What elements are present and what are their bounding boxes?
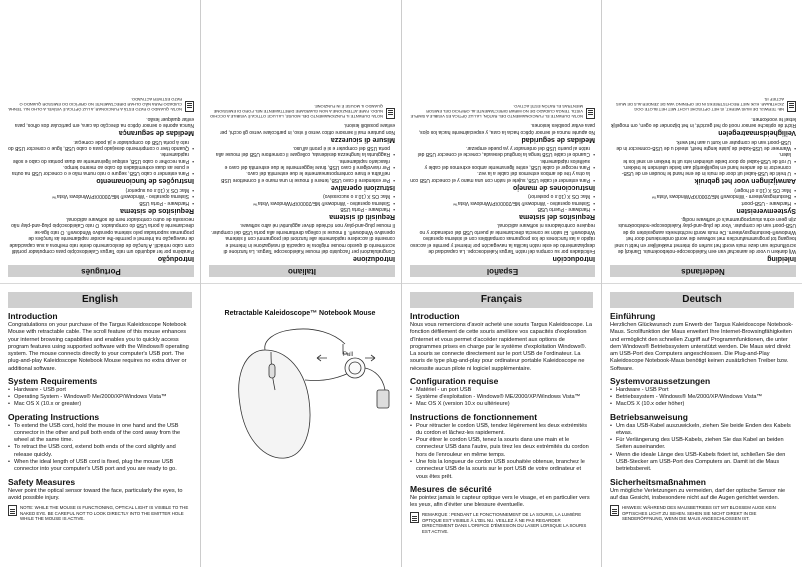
panel-espanol (402, 0, 601, 283)
note-block (410, 104, 595, 119)
note-block (209, 104, 395, 119)
note-block (8, 97, 194, 112)
list-item: • Cuando el cable USB tenga la longitud deseada, conecte el conector USB del ratón al puerto USB del ordenador y ya puede empezar. (410, 145, 595, 158)
heading-requirements: System Requirements (8, 375, 98, 386)
safety-text: Nunca aponte o sensor óptico na direcção da cara, em particular dos olhos, para evitar qualquer lesão. (15, 115, 194, 129)
note-icon (586, 108, 595, 119)
list-item: • Para estender o cabo USB, segure o rato numa mão e o conector USB na outra e puxe as duas extremidades do cabo ao mesmo tempo. (8, 164, 194, 177)
panel-italiano (201, 0, 401, 283)
list-item: • Pour étirer le cordon USB, tenez la souris dans une main et le connecteur USB dans l'autre, puis tirez les deux extrémités du cordon hors de l'enrouleur en même temps. (410, 437, 593, 459)
heading-safety: Medidas de seguridad (521, 135, 595, 143)
heading-operating: Instruções de funcionamento (96, 177, 194, 185)
list-item: • U rolt de USB-kabel op door beide uiteinden iets uit te trekken en snel los te laten. (610, 151, 796, 164)
panel-deutsch (602, 292, 802, 567)
list-item: • Hardware - Puerto USB (410, 206, 595, 212)
list-item: • Mac OS X (10.x o posterior) (410, 193, 595, 199)
note-text: NOTA: QUANDO O RATO ESTÁ A FUNCIONAR, A LUZ ÓPTICA É VISÍVEL A OLHO NU. TENHA CUIDADO PARA NÃO OLHAR DIRECTAMENTE NO ORIFÍCIO DO EMISSOR QUANDO O RATO ESTIVER ACTIVADO. (8, 97, 182, 113)
list-item: • Raggiunta la lunghezza desiderata, collegare il connettore USB del mouse alla porta USB del computer e si è pronti all'uso. (209, 145, 395, 158)
operating-list (410, 145, 595, 183)
note-text: REMARQUE : PENDANT LE FONCTIONNEMENT DE LA SOURIS, LA LUMIÈRE OPTIQUE EST VISIBLE À L'ŒIL NU. VEILLEZ À NE PAS REGARDER DIRECTEMENT DANS L'ORIFICE D'ÉMISSION DU LASER LORSQUE LA SOURIS EST ACTIVE. (422, 512, 587, 534)
list-item: • To retract the USB cord, extend both ends of the cord slightly and release quickly. (8, 444, 192, 459)
operating-list (610, 423, 794, 474)
operating-list (209, 145, 395, 183)
requirements-list (610, 186, 796, 205)
heading-requirements: Requisitos del sistema (519, 213, 595, 221)
intro-text: Congratulazioni per l'acquisto del mouse Kaleidoscope Targus. La funzione di scorrimento di questo mouse migliora le capacità di navigazione in Internet e consente di accedere rapidamente alle funzioni dei programmi con il sistema operativo Windows®. Il mouse si collega direttamente alla porta USB del computer. Il mouse plug-and-play non richiede driver aggiuntivi né altro software. (210, 222, 395, 254)
list-item: • Hardware - USB port (8, 387, 192, 394)
list-item: • Mac OS X (10.x ou superior) (8, 186, 194, 192)
heading-introduction: Inleiding (767, 255, 796, 262)
list-item: • Para recolher o cabo USB, estique ligeiramente as duas pontas do cabo e solte rapidamente. (8, 151, 194, 164)
mouse-drawing (205, 320, 395, 480)
list-item: • Betriebssystem - Windows® Me/2000/XP/Windows Vista™ (610, 394, 794, 401)
list-item: • Besturingssysteem - Windows® ME/2000/XP/Windows Vista™ (610, 193, 796, 199)
panel-francais (402, 292, 601, 567)
list-item: • Wanneer de USB-kabel de juiste lengte heeft, steekt u de USB-connector in de USB-poort van de computer en kunt u aan het werk. (610, 138, 796, 151)
section-title: Español (410, 265, 595, 277)
requirements-list (8, 186, 194, 205)
list-item: • Mac OS X (10.x o successivo) (209, 193, 395, 199)
list-item: • Mac OS X (version 10.x ou ultérieure) (410, 401, 593, 408)
heading-safety: Sicherheitsmaßnahmen (610, 476, 706, 487)
list-item: • Per riavvolgere il cavo USB, tirare leggermente le due estremità del cavo e rilasciarlo rapidamente. (209, 157, 395, 170)
heading-safety: Mesures de sécurité (410, 483, 492, 494)
heading-requirements: Configuration requise (410, 375, 499, 386)
list-item: • Para extender el cable USB, sujete el ratón con una mano y el conector USB con la otra y tire de ambos extremos del cable a la vez. (410, 170, 595, 183)
note-text: NOTA: DURANTE IL FUNZIONAMENTO DEL MOUSE, LA LUCE OTTICA È VISIBILE A OCCHIO NUDO. FARE ATTENZIONE A NON GUARDARE DIRETTAMENTE NEL FORO DI EMISSIONE QUANDO IL MOUSE È IN FUNZIONE. (210, 103, 383, 119)
intro-text: Congratulations on your purchase of the Targus Kaleidoscope Notebook Mouse with retractable cable. The scroll feature of this mouse enhances your internet browsing capabilities and enables you to quickly access program features using supported software with the Windows® operating system. The mouse connects directly to your computer's USB port. The plug-and-play Kaleidoscope Notebook Mouse requires no extra driver or additional software. (8, 322, 189, 372)
list-item: • Sistema operativo - Windows® ME/2000/XP/Windows Vista™ (209, 199, 395, 205)
heading-safety: Misure di sicurezza (330, 135, 395, 143)
heading-requirements: Requisitos de sistema (120, 206, 194, 214)
list-item: • Une fois la longueur de cordon USB souhaitée obtenue, branchez le connecteur USB de la souris sur le port USB de votre ordinateur et vous êtes prêt. (410, 459, 593, 481)
intro-text: Nous vous remercions d'avoir acheté une souris Targus Kaleidoscope. La fonction défilement de cette souris améliore vos capacités d'exploration d'Internet et vous permet d'accéder rapidement aux options de programmes prises en charge par le système d'exploitation Windows®. La souris se connecte directement sur le port USB de l'ordinateur. La souris de type plug-and-play pour ordinateur portable Kaleidoscope ne nécessite aucun pilote ni logiciel supplémentaire. (410, 322, 592, 372)
requirements-list (8, 387, 192, 409)
safety-text: Non puntare mai il sensore ottico verso il viso, in particolare verso gli occhi, per evitare possibili lesioni. (219, 122, 395, 135)
requirements-list (410, 193, 595, 212)
list-item: • Hardware - USB Port (610, 387, 794, 394)
list-item: • To extend the USB cord, hold the mouse in one hand and the USB connector in the other and pull both ends of the cord away from the wheel at the same time. (8, 423, 192, 445)
note-text: NB: TERWIJL DE MUIS WERKT, IS HET OPTISCHE LICHT MET HET BLOTE OOG ZICHTBAAR. KIJK NIET RECHTSTREEKS IN DE OPENING VAN DE ZENDER ALS DE MUIS ACTIEF IS. (616, 97, 784, 113)
safety-text: No apunte nunca el sensor óptico hacia la cara, y especialmente hacia los ojos, para evitar posibles lesiones. (418, 122, 595, 135)
operating-list (410, 423, 593, 481)
heading-operating: Aanwijzingen voor het gebruik (694, 177, 796, 185)
intro-text: Parabéns por ter adquirido um rato Targus Caleidoscópio para computador portátil com cabo retráctil. A função de deslocamento deste rato melhora a sua capacidade de navegação na Internet e permite-lhe aceder rapidamente às funções de programas suportadas pelo sistema operativo Windows®. O rato liga-se directamente à porta USB do computador. O rato Caleidoscópio plug-and-play não necessita de outro controlador nem de software adicional. (9, 216, 194, 254)
heading-introduction: Introduction (8, 311, 58, 321)
requirements-list (209, 193, 395, 212)
safety-text: Um mögliche Verletzungen zu vermeiden, darf der optische Sensor nie auf das Gesicht, insbesondere nicht auf die Augen gerichtet werden. (610, 487, 786, 501)
safety-text: Richt de optische sensor nooit op het gezicht, in het bijzonder de ogen, om mogelijk letsel te voorkomen. (610, 115, 796, 129)
note-icon (787, 101, 796, 112)
operating-list (8, 423, 192, 474)
pull-label: Pull (343, 352, 354, 358)
section-title: Italiano (209, 265, 395, 277)
heading-safety: Veiligheidsmaatregelen (718, 129, 796, 137)
note-block (610, 97, 796, 112)
list-item: • Für Verlängerung des USB-Kabels, ziehen Sie das Kabel an beiden Seiten auseinander. (610, 437, 794, 452)
note-icon (8, 505, 17, 516)
heading-operating: Instrucciones de manejo (512, 183, 595, 191)
list-item: • Sistema operativo - Windows® ME/2000/XP/Windows Vista™ (8, 193, 194, 199)
list-item: • Matériel - un port USB (410, 387, 593, 394)
list-item: • Système d'exploitation - Windows® ME/2000/XP/Windows Vista™ (410, 394, 593, 401)
heading-requirements: Systemvoraussetzungen (610, 375, 711, 386)
heading-introduction: Introdução (157, 255, 194, 262)
product-title: Retractable Kaleidoscope™ Notebook Mouse (224, 310, 376, 317)
intro-text: Herzlichen Glückwunsch zum Erwerb der Targus Kaleidoscope Notebook-Maus. Scrollfunktion der Maus erweitert Ihre Internet-Browsingfähigkeiten und ermöglicht den schnellen Zugriff auf Programmfunktionen, die unter dem Windows® Betriebssystem unterstützt werden. Die Maus wird direkt am USB-Port des Computers angeschlossen. Die Plug-and-Play Kaleidoscope Notebook-Maus benötigt keinen zusätzlichen Treiber bzw. Software. (610, 322, 794, 372)
list-item: • Quando tiver o comprimento desejado para o cabo USB, ligue o conector USB do rato à porta USB do computador e já pode começar. (8, 138, 194, 151)
note-icon (185, 101, 194, 112)
list-item: • Para recoger el cable USB, estire ligeramente ambos extremos del cable y suéltelos rápidamente. (410, 157, 595, 170)
heading-introduction: Einführung (610, 311, 656, 321)
list-item: • MacOS X (10.x oder höher) (610, 401, 794, 408)
heading-introduction: Introduzione (353, 255, 395, 262)
safety-text: Never point the optical sensor toward the face, particularly the eyes, to avoid possible injury. (8, 487, 183, 501)
intro-text: Felicidades por su compra del ratón Targus Kaleidoscope. La capacidad de desplazamiento de este ratón facilita la navegación por Internet y permite el acceso rápido a las funciones de los programas compatibles con el sistema operativo Windows®. El ratón se conecta directamente al puerto USB del ordenador y no requiere controladores ni software adicional. (410, 222, 595, 254)
heading-operating: Instructions de fonctionnement (410, 411, 538, 422)
list-item: • Pour rétracter le cordon USB, tendez légèrement les deux extrémités du cordon et lâchez-les rapidement. (410, 423, 593, 438)
panel-portugues (0, 0, 200, 283)
heading-operating: Istruzioni operative (330, 183, 395, 191)
note-text: NOTA: DURANTE EL FUNCIONAMIENTO DEL RATÓN, LA LUZ ÓPTICA ES VISIBLE A SIMPLE VISTA. TENGA CUIDADO DE NO MIRAR DIRECTAMENTE AL ORIFICIO DEL EMISOR MIENTRAS EL RATÓN ESTÉ ACTIVO. (410, 103, 583, 119)
list-item: • Hardware - Porta USB (8, 199, 194, 205)
list-item: • Um das USB-Kabel auszuwickeln, ziehen Sie beide Enden des Kabels etwas. (610, 423, 794, 438)
note-icon (386, 108, 395, 119)
list-item: • Sistema operativo - Windows® ME/2000/XP/Windows Vista™ (410, 199, 595, 205)
list-item: • Per estendere il cavo USB, tenere il mouse in una mano e il connettore USB nell'altra e tirare contemporaneamente le due estremità del cavo. (209, 170, 395, 183)
section-title: Deutsch (610, 292, 794, 308)
heading-introduction: Introducción (552, 255, 595, 262)
heading-operating: Operating Instructions (8, 411, 100, 422)
note-block (610, 505, 794, 522)
heading-requirements: Systeemvereisten (736, 206, 796, 214)
requirements-list (410, 387, 593, 409)
list-item: • Hardware - USB-poort (610, 199, 796, 205)
list-item: • When the ideal length of USB cord is fixed, plug the mouse USB connector into your computer's USB port and you are ready to go. (8, 459, 192, 474)
note-text: NOTE: WHILE THE MOUSE IS FUNCTIONING, OPTICAL LIGHT IS VISIBLE TO THE NAKED EYE. BE CAREFUL NOT TO LOOK DIRECTLY INTO THE EMITTER HOLE WHILE THE MOUSE IS ACTIVE. (20, 505, 189, 522)
section-title: Nederlands (610, 265, 796, 277)
list-item: • Operating System - Windows® Me/2000/XP/Windows Vista™ (8, 394, 192, 401)
heading-requirements: Requisiti di sistema (329, 213, 395, 221)
heading-operating: Betriebsanweisung (610, 411, 688, 422)
note-block (8, 505, 192, 522)
intro-text: Wij danken u voor de aanschaf van een Kaleidoscope-notebookmuis. Dankzij de scrollfunctie van deze muis wordt het surfen op internet makkelijker en hebt u snel toegang tot programmafuncties met software die wordt ondersteund door het Windows®-besturingssysteem. De muis wordt rechtstreeks aangesloten op de USB-poort van de computer. Voor de plug-and-play Kaleidoscope-notebookmuis zijn geen extra stuurprogramma's of software nodig. (614, 216, 796, 254)
list-item: • Hardware - Porta USB (209, 206, 395, 212)
note-icon (610, 505, 619, 516)
operating-list (610, 138, 796, 176)
section-title: Français (410, 292, 593, 308)
mouse-illustration (205, 320, 395, 480)
requirements-list (610, 387, 794, 409)
safety-text: Ne pointez jamais le capteur optique vers le visage, et en particulier vers les yeux, afin d'éviter une blessure éventuelle. (410, 494, 590, 509)
panel-nederlands (602, 0, 802, 283)
operating-list (8, 138, 194, 176)
section-title: Português (8, 265, 194, 277)
heading-introduction: Introduction (410, 311, 460, 321)
list-item: • Mac OS X (10.x of hoger) (610, 186, 796, 192)
heading-safety: Safety Measures (8, 476, 76, 487)
heading-safety: Medidas de segurança (118, 129, 194, 137)
list-item: • Wenn die ideale Länge des USB-Kabels fixiert ist, schließen Sie den USB-Stecker am USB-Port des Computers an. Damit ist die Maus betriebsbereit. (610, 452, 794, 474)
list-item: • Mac OS X (10.x or greater) (8, 401, 192, 408)
panel-english (0, 292, 200, 567)
note-block (410, 512, 593, 534)
note-text: HINWEIS: WÄHREND DES MAUSBETRIEBS IST MIT BLOSSEM AUGE KEIN OPTISCHES LICHT ZU SEHEN. SEHEN SIE NICHT DIREKT IN DIE SENDERÖFFNUNG, WENN DIE MAUS ANGESCHLOSSEN IST. (622, 505, 776, 522)
note-icon (410, 512, 419, 523)
list-item: • U trekt de USB-kabel uit door de muis in de ene hand te houden en de USB-connector in de andere hand en tegelijkertijd aan beide uiteinden te trekken. (610, 164, 796, 177)
section-title: English (8, 292, 192, 308)
